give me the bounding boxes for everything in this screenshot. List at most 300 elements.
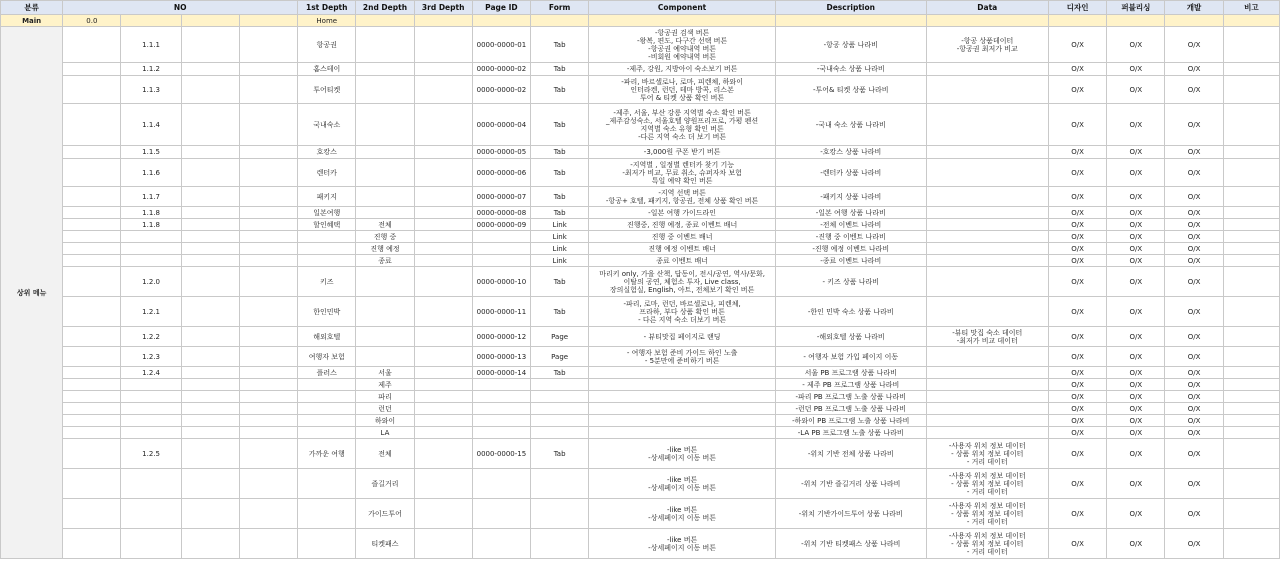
empty-cell[interactable] [926, 15, 1048, 27]
remarks-cell[interactable] [1223, 415, 1279, 427]
empty-cell[interactable] [239, 415, 297, 427]
design-status-cell[interactable]: O/X [1049, 391, 1107, 403]
empty-cell[interactable] [239, 219, 297, 231]
design-status-cell[interactable]: O/X [1049, 243, 1107, 255]
empty-cell[interactable] [63, 415, 121, 427]
depth1-cell[interactable] [298, 231, 356, 243]
publishing-status-cell[interactable]: O/X [1107, 159, 1165, 187]
depth2-cell[interactable]: LA [356, 427, 414, 439]
empty-cell[interactable] [239, 146, 297, 159]
description-cell[interactable]: -패키지 상품 나라비 [775, 187, 926, 207]
form-cell[interactable]: Tab [531, 439, 589, 469]
development-status-cell[interactable]: O/X [1165, 403, 1223, 415]
empty-cell[interactable] [239, 379, 297, 391]
empty-cell[interactable] [531, 15, 589, 27]
page-id-cell[interactable]: 0000-0000-05 [472, 146, 530, 159]
component-cell[interactable] [589, 415, 776, 427]
component-cell[interactable]: -like 버튼 -상세페이지 이동 버튼 [589, 499, 776, 529]
page-id-cell[interactable] [472, 391, 530, 403]
component-cell[interactable]: -일본 여행 가이드라인 [589, 207, 776, 219]
page-id-cell[interactable]: 0000-0000-15 [472, 439, 530, 469]
depth2-cell[interactable] [356, 76, 414, 104]
depth1-cell[interactable] [298, 391, 356, 403]
publishing-status-cell[interactable]: O/X [1107, 27, 1165, 63]
empty-cell[interactable] [181, 243, 239, 255]
form-cell[interactable]: Link [531, 231, 589, 243]
empty-cell[interactable] [239, 529, 297, 559]
depth3-cell[interactable] [414, 76, 472, 104]
development-status-cell[interactable]: O/X [1165, 267, 1223, 297]
depth3-cell[interactable] [414, 391, 472, 403]
empty-cell[interactable] [181, 379, 239, 391]
depth1-cell[interactable]: 항공권 [298, 27, 356, 63]
data-cell[interactable] [926, 255, 1048, 267]
form-cell[interactable]: Link [531, 255, 589, 267]
description-cell[interactable]: -진행 중 이벤트 나라비 [775, 231, 926, 243]
depth2-cell[interactable] [356, 159, 414, 187]
page-id-cell[interactable] [472, 243, 530, 255]
no-cell[interactable]: 1.2.2 [121, 327, 181, 347]
data-cell[interactable] [926, 391, 1048, 403]
component-cell[interactable] [589, 403, 776, 415]
page-id-cell[interactable] [472, 427, 530, 439]
depth1-cell[interactable]: 키즈 [298, 267, 356, 297]
development-status-cell[interactable]: O/X [1165, 207, 1223, 219]
component-cell[interactable]: - 뷰티맛집 페이지로 랜딩 [589, 327, 776, 347]
description-cell[interactable]: - 여행자 보험 가입 페이지 이동 [775, 347, 926, 367]
page-id-cell[interactable]: 0000-0000-08 [472, 207, 530, 219]
data-cell[interactable] [926, 146, 1048, 159]
empty-cell[interactable] [181, 469, 239, 499]
design-status-cell[interactable]: O/X [1049, 187, 1107, 207]
remarks-cell[interactable] [1223, 27, 1279, 63]
publishing-status-cell[interactable]: O/X [1107, 76, 1165, 104]
form-cell[interactable] [531, 499, 589, 529]
empty-cell[interactable] [239, 327, 297, 347]
depth3-cell[interactable] [414, 499, 472, 529]
no-cell[interactable] [121, 529, 181, 559]
empty-cell[interactable] [63, 427, 121, 439]
form-cell[interactable]: Tab [531, 297, 589, 327]
design-status-cell[interactable]: O/X [1049, 347, 1107, 367]
empty-cell[interactable] [181, 219, 239, 231]
data-cell[interactable] [926, 63, 1048, 76]
development-status-cell[interactable]: O/X [1165, 347, 1223, 367]
depth3-cell[interactable] [414, 231, 472, 243]
form-cell[interactable] [531, 427, 589, 439]
page-id-cell[interactable]: 0000-0000-13 [472, 347, 530, 367]
depth3-cell[interactable] [414, 379, 472, 391]
data-cell[interactable] [926, 219, 1048, 231]
empty-cell[interactable] [121, 15, 181, 27]
remarks-cell[interactable] [1223, 187, 1279, 207]
empty-cell[interactable] [63, 146, 121, 159]
form-cell[interactable]: Tab [531, 76, 589, 104]
empty-cell[interactable] [63, 529, 121, 559]
empty-cell[interactable] [239, 427, 297, 439]
page-id-cell[interactable]: 0000-0000-02 [472, 63, 530, 76]
data-cell[interactable] [926, 415, 1048, 427]
empty-cell[interactable] [239, 267, 297, 297]
depth2-cell[interactable]: 진행 중 [356, 231, 414, 243]
header-page-id[interactable]: Page ID [472, 1, 530, 15]
design-status-cell[interactable]: O/X [1049, 379, 1107, 391]
form-cell[interactable]: Tab [531, 159, 589, 187]
description-cell[interactable]: -종료 이벤트 나라비 [775, 255, 926, 267]
depth2-cell[interactable]: 제주 [356, 379, 414, 391]
component-cell[interactable]: - 여행자 보험 준비 가이드 하인 노출 - 5분만에 준비하기 버튼 [589, 347, 776, 367]
depth3-cell[interactable] [414, 243, 472, 255]
depth3-cell[interactable] [414, 187, 472, 207]
component-cell[interactable]: -like 버튼 -상세페이지 이동 버튼 [589, 439, 776, 469]
publishing-status-cell[interactable]: O/X [1107, 469, 1165, 499]
depth1-cell[interactable]: 투어티켓 [298, 76, 356, 104]
publishing-status-cell[interactable]: O/X [1107, 146, 1165, 159]
design-status-cell[interactable]: O/X [1049, 367, 1107, 379]
data-cell[interactable] [926, 187, 1048, 207]
no-cell[interactable]: 1.1.1 [121, 27, 181, 63]
depth2-cell[interactable]: 전체 [356, 439, 414, 469]
data-cell[interactable]: -사용자 위치 정보 데이터 - 상품 위치 정보 데이터 - 거리 데이터 [926, 439, 1048, 469]
design-status-cell[interactable]: O/X [1049, 415, 1107, 427]
page-id-cell[interactable]: 0000-0000-07 [472, 187, 530, 207]
description-cell[interactable]: -렌터카 상품 나라비 [775, 159, 926, 187]
depth1-cell[interactable]: 렌터카 [298, 159, 356, 187]
no-cell[interactable] [121, 499, 181, 529]
depth1-cell[interactable] [298, 427, 356, 439]
description-cell[interactable]: -항공 상품 나라비 [775, 27, 926, 63]
empty-cell[interactable] [181, 207, 239, 219]
empty-cell[interactable] [181, 76, 239, 104]
depth2-cell[interactable] [356, 104, 414, 146]
header-publishing[interactable]: 퍼블리싱 [1107, 1, 1165, 15]
data-cell[interactable]: -뷰티 맛집 숙소 데이터 -최저가 비교 데이터 [926, 327, 1048, 347]
empty-cell[interactable] [63, 379, 121, 391]
depth1-cell[interactable]: 한인민박 [298, 297, 356, 327]
data-cell[interactable]: -사용자 위치 정보 데이터 - 상품 위치 정보 데이터 - 거리 데이터 [926, 529, 1048, 559]
form-cell[interactable] [531, 469, 589, 499]
data-cell[interactable] [926, 243, 1048, 255]
publishing-status-cell[interactable]: O/X [1107, 379, 1165, 391]
design-status-cell[interactable]: O/X [1049, 63, 1107, 76]
component-cell[interactable]: 진행 예정 이벤트 배너 [589, 243, 776, 255]
publishing-status-cell[interactable]: O/X [1107, 297, 1165, 327]
no-cell[interactable]: 1.1.8 [121, 219, 181, 231]
publishing-status-cell[interactable]: O/X [1107, 529, 1165, 559]
publishing-status-cell[interactable]: O/X [1107, 231, 1165, 243]
no-cell[interactable]: 1.1.2 [121, 63, 181, 76]
empty-cell[interactable] [181, 297, 239, 327]
no-cell[interactable]: 1.1.3 [121, 76, 181, 104]
header-component[interactable]: Component [589, 1, 776, 15]
page-id-cell[interactable]: 0000-0000-11 [472, 297, 530, 327]
description-cell[interactable]: -파리 PB 프로그램 노출 상품 나라비 [775, 391, 926, 403]
form-cell[interactable]: Tab [531, 63, 589, 76]
depth2-cell[interactable]: 진행 예정 [356, 243, 414, 255]
depth3-cell[interactable] [414, 367, 472, 379]
depth3-cell[interactable] [414, 63, 472, 76]
component-cell[interactable]: -제주, 강원, 지방아이 숙소보기 버튼 [589, 63, 776, 76]
empty-cell[interactable] [239, 231, 297, 243]
description-cell[interactable]: -위치 기반가이드투어 상품 나라비 [775, 499, 926, 529]
remarks-cell[interactable] [1223, 219, 1279, 231]
remarks-cell[interactable] [1223, 529, 1279, 559]
data-cell[interactable] [926, 104, 1048, 146]
no-cell[interactable]: 1.2.3 [121, 347, 181, 367]
empty-cell[interactable] [181, 104, 239, 146]
publishing-status-cell[interactable]: O/X [1107, 391, 1165, 403]
empty-cell[interactable] [181, 159, 239, 187]
empty-cell[interactable] [63, 327, 121, 347]
design-status-cell[interactable]: O/X [1049, 529, 1107, 559]
data-cell[interactable] [926, 347, 1048, 367]
depth1-cell[interactable]: 해외호텔 [298, 327, 356, 347]
description-cell[interactable]: -국내 숙소 상품 나라비 [775, 104, 926, 146]
empty-cell[interactable] [63, 27, 121, 63]
depth1-cell[interactable] [298, 469, 356, 499]
form-cell[interactable] [531, 415, 589, 427]
component-cell[interactable]: -3,000원 쿠폰 받기 버튼 [589, 146, 776, 159]
header-form[interactable]: Form [531, 1, 589, 15]
form-cell[interactable]: Link [531, 243, 589, 255]
description-cell[interactable]: -한인 민박 숙소 상품 나라비 [775, 297, 926, 327]
form-cell[interactable]: Tab [531, 146, 589, 159]
data-cell[interactable] [926, 207, 1048, 219]
no-cell[interactable] [121, 231, 181, 243]
form-cell[interactable] [531, 379, 589, 391]
depth3-cell[interactable] [414, 347, 472, 367]
component-cell[interactable]: -like 버튼 -상세페이지 이동 버튼 [589, 529, 776, 559]
remarks-cell[interactable] [1223, 267, 1279, 297]
empty-cell[interactable] [63, 403, 121, 415]
empty-cell[interactable] [239, 15, 297, 27]
depth3-cell[interactable] [414, 104, 472, 146]
data-cell[interactable] [926, 367, 1048, 379]
form-cell[interactable] [531, 403, 589, 415]
component-cell[interactable]: -지역별 , 일정별 렌터카 찾기 기능 -최저가 비교, 무료 취소, 슈퍼자차 보험 특일 예약 확인 버튼 [589, 159, 776, 187]
remarks-cell[interactable] [1223, 159, 1279, 187]
empty-cell[interactable] [181, 15, 239, 27]
design-status-cell[interactable]: O/X [1049, 499, 1107, 529]
page-id-cell[interactable] [472, 231, 530, 243]
data-cell[interactable] [926, 231, 1048, 243]
empty-cell[interactable] [63, 469, 121, 499]
development-status-cell[interactable]: O/X [1165, 159, 1223, 187]
empty-cell[interactable] [63, 255, 121, 267]
component-cell[interactable]: 진행 중 이벤트 배너 [589, 231, 776, 243]
empty-cell[interactable] [239, 347, 297, 367]
development-status-cell[interactable]: O/X [1165, 219, 1223, 231]
development-status-cell[interactable]: O/X [1165, 146, 1223, 159]
design-status-cell[interactable]: O/X [1049, 439, 1107, 469]
publishing-status-cell[interactable]: O/X [1107, 207, 1165, 219]
empty-cell[interactable] [63, 63, 121, 76]
form-cell[interactable] [531, 529, 589, 559]
depth1-cell[interactable]: 가까운 여행 [298, 439, 356, 469]
empty-cell[interactable] [239, 76, 297, 104]
empty-cell[interactable] [775, 15, 926, 27]
depth3-cell[interactable] [414, 415, 472, 427]
component-cell[interactable] [589, 427, 776, 439]
depth2-cell[interactable] [356, 207, 414, 219]
form-cell[interactable]: Tab [531, 104, 589, 146]
development-status-cell[interactable]: O/X [1165, 104, 1223, 146]
empty-cell[interactable] [181, 367, 239, 379]
remarks-cell[interactable] [1223, 367, 1279, 379]
header-no[interactable]: NO [63, 1, 298, 15]
empty-cell[interactable] [181, 187, 239, 207]
remarks-cell[interactable] [1223, 379, 1279, 391]
empty-cell[interactable] [63, 243, 121, 255]
description-cell[interactable]: -국내숙소 상품 나라비 [775, 63, 926, 76]
no-cell[interactable] [121, 379, 181, 391]
empty-cell[interactable] [181, 255, 239, 267]
remarks-cell[interactable] [1223, 63, 1279, 76]
empty-cell[interactable] [63, 104, 121, 146]
depth2-cell[interactable]: 전체 [356, 219, 414, 231]
description-cell[interactable]: -위치 기반 전체 상품 나라비 [775, 439, 926, 469]
design-status-cell[interactable]: O/X [1049, 297, 1107, 327]
description-cell[interactable]: -일본 여행 상품 나라비 [775, 207, 926, 219]
development-status-cell[interactable]: O/X [1165, 327, 1223, 347]
publishing-status-cell[interactable]: O/X [1107, 255, 1165, 267]
depth1-cell[interactable] [298, 403, 356, 415]
description-cell[interactable]: -진행 예정 이벤트 나라비 [775, 243, 926, 255]
component-cell[interactable]: 마리키 only, 가을 산책, 답동이, 전시/공연, 역사/문화, 이탈의 공연, 체험소 투자, Live class, 장의실험실, English, 아트, 전체보기 확인 버튼 [589, 267, 776, 297]
empty-cell[interactable] [181, 347, 239, 367]
empty-cell[interactable] [181, 327, 239, 347]
remarks-cell[interactable] [1223, 297, 1279, 327]
publishing-status-cell[interactable]: O/X [1107, 63, 1165, 76]
empty-cell[interactable] [239, 297, 297, 327]
empty-cell[interactable] [63, 391, 121, 403]
no-cell[interactable] [121, 415, 181, 427]
remarks-cell[interactable] [1223, 469, 1279, 499]
development-status-cell[interactable]: O/X [1165, 439, 1223, 469]
depth2-cell[interactable] [356, 146, 414, 159]
no-cell[interactable]: 1.2.1 [121, 297, 181, 327]
empty-cell[interactable] [239, 63, 297, 76]
empty-cell[interactable] [1049, 15, 1107, 27]
empty-cell[interactable] [63, 76, 121, 104]
description-cell[interactable]: -런던 PB 프로그램 노출 상품 나라비 [775, 403, 926, 415]
empty-cell[interactable] [181, 391, 239, 403]
category-cell[interactable]: 상위 메뉴 [1, 27, 63, 559]
publishing-status-cell[interactable]: O/X [1107, 499, 1165, 529]
design-status-cell[interactable]: O/X [1049, 255, 1107, 267]
development-status-cell[interactable]: O/X [1165, 187, 1223, 207]
development-status-cell[interactable]: O/X [1165, 76, 1223, 104]
form-cell[interactable]: Tab [531, 27, 589, 63]
page-id-cell[interactable] [472, 379, 530, 391]
empty-cell[interactable] [63, 231, 121, 243]
page-id-cell[interactable] [472, 469, 530, 499]
description-cell[interactable]: -위치 기반 티켓패스 상품 나라비 [775, 529, 926, 559]
form-cell[interactable]: Page [531, 347, 589, 367]
main-depth1-cell[interactable]: Home [298, 15, 356, 27]
description-cell[interactable]: 서울 PB 프로그램 상품 나라비 [775, 367, 926, 379]
form-cell[interactable]: Tab [531, 207, 589, 219]
no-cell[interactable] [121, 469, 181, 499]
empty-cell[interactable] [181, 267, 239, 297]
description-cell[interactable]: -전체 이벤트 나라비 [775, 219, 926, 231]
depth3-cell[interactable] [414, 255, 472, 267]
no-cell[interactable]: 1.2.0 [121, 267, 181, 297]
depth2-cell[interactable] [356, 27, 414, 63]
remarks-cell[interactable] [1223, 243, 1279, 255]
no-cell[interactable]: 1.1.6 [121, 159, 181, 187]
header-category[interactable]: 분류 [1, 1, 63, 15]
publishing-status-cell[interactable]: O/X [1107, 267, 1165, 297]
publishing-status-cell[interactable]: O/X [1107, 367, 1165, 379]
remarks-cell[interactable] [1223, 146, 1279, 159]
depth2-cell[interactable] [356, 297, 414, 327]
empty-cell[interactable] [356, 15, 414, 27]
component-cell[interactable]: 진행중, 진행 예정, 종료 이벤트 배너 [589, 219, 776, 231]
no-cell[interactable]: 1.2.4 [121, 367, 181, 379]
empty-cell[interactable] [472, 15, 530, 27]
remarks-cell[interactable] [1223, 231, 1279, 243]
header-remarks[interactable]: 비고 [1223, 1, 1279, 15]
empty-cell[interactable] [63, 207, 121, 219]
empty-cell[interactable] [239, 367, 297, 379]
depth1-cell[interactable]: 국내숙소 [298, 104, 356, 146]
depth2-cell[interactable]: 티켓패스 [356, 529, 414, 559]
empty-cell[interactable] [181, 27, 239, 63]
development-status-cell[interactable]: O/X [1165, 469, 1223, 499]
depth1-cell[interactable]: 패키지 [298, 187, 356, 207]
empty-cell[interactable] [181, 146, 239, 159]
empty-cell[interactable] [239, 243, 297, 255]
empty-cell[interactable] [63, 267, 121, 297]
design-status-cell[interactable]: O/X [1049, 207, 1107, 219]
data-cell[interactable]: -항공 상품데이터 -항공권 최저가 비교 [926, 27, 1048, 63]
design-status-cell[interactable]: O/X [1049, 327, 1107, 347]
development-status-cell[interactable]: O/X [1165, 231, 1223, 243]
empty-cell[interactable] [63, 187, 121, 207]
depth2-cell[interactable]: 런던 [356, 403, 414, 415]
data-cell[interactable] [926, 379, 1048, 391]
depth2-cell[interactable]: 종료 [356, 255, 414, 267]
empty-cell[interactable] [239, 403, 297, 415]
empty-cell[interactable] [181, 415, 239, 427]
form-cell[interactable] [531, 391, 589, 403]
component-cell[interactable]: -파리, 바르셀로나, 로마, 피렌체, 하와이 인터라켄, 런던, 테마 방콕, 리스본 투어 & 티켓 상품 확인 버튼 [589, 76, 776, 104]
empty-cell[interactable] [63, 219, 121, 231]
empty-cell[interactable] [1165, 15, 1223, 27]
depth3-cell[interactable] [414, 469, 472, 499]
remarks-cell[interactable] [1223, 76, 1279, 104]
no-cell[interactable] [121, 243, 181, 255]
empty-cell[interactable] [239, 159, 297, 187]
form-cell[interactable]: Page [531, 327, 589, 347]
depth1-cell[interactable] [298, 499, 356, 529]
publishing-status-cell[interactable]: O/X [1107, 415, 1165, 427]
empty-cell[interactable] [181, 427, 239, 439]
description-cell[interactable]: -위치 기반 즐길거리 상품 나라비 [775, 469, 926, 499]
depth2-cell[interactable]: 파리 [356, 391, 414, 403]
remarks-cell[interactable] [1223, 403, 1279, 415]
publishing-status-cell[interactable]: O/X [1107, 219, 1165, 231]
no-cell[interactable] [121, 427, 181, 439]
depth1-cell[interactable]: 일본여행 [298, 207, 356, 219]
depth1-cell[interactable]: 홈스테이 [298, 63, 356, 76]
empty-cell[interactable] [181, 529, 239, 559]
design-status-cell[interactable]: O/X [1049, 469, 1107, 499]
development-status-cell[interactable]: O/X [1165, 255, 1223, 267]
empty-cell[interactable] [414, 15, 472, 27]
data-cell[interactable] [926, 159, 1048, 187]
